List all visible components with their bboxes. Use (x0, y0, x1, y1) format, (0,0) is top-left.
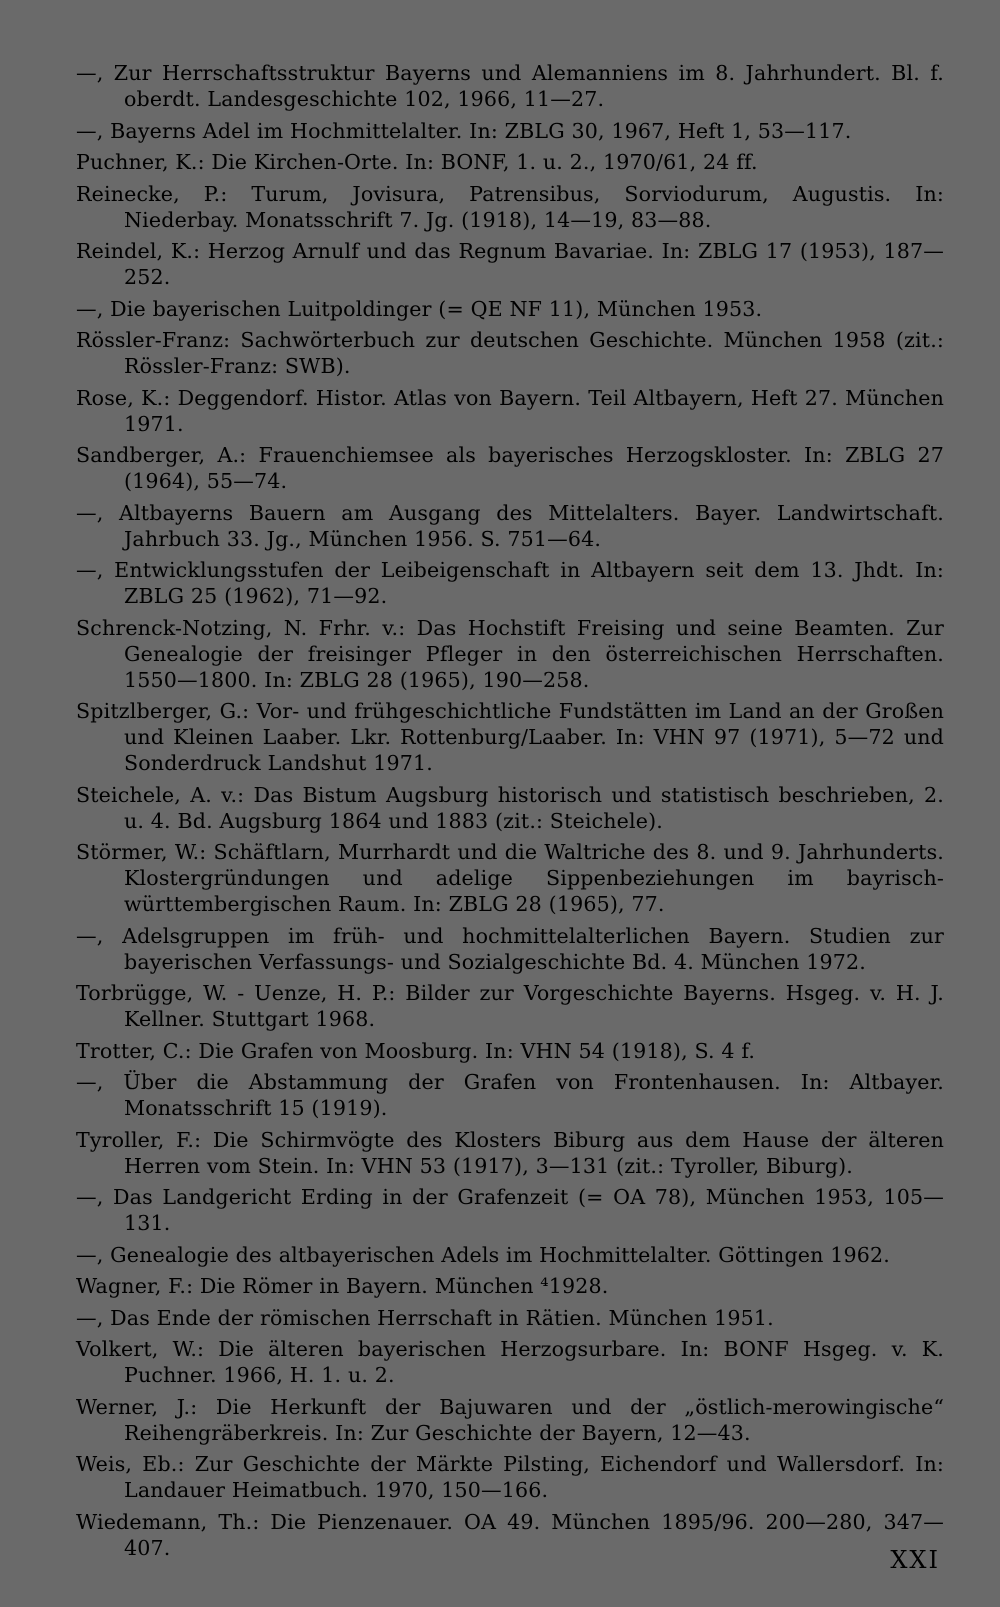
bibliography-entry: Reindel, K.: Herzog Arnulf und das Regnum Bavariae. In: ZBLG 17 (1953), 187—252. (76, 239, 944, 289)
bibliography-entry: Weis, Eb.: Zur Geschichte der Märkte Pilsting, Eichendorf und Wallersdorf. In: Landauer Heimatbuch. 1970, 150—166. (76, 1452, 944, 1502)
bibliography-entry: Rössler-Franz: Sachwörterbuch zur deutschen Geschichte. München 1958 (zit.: Rössler-Franz: SWB). (76, 328, 944, 378)
bibliography-entry: Rose, K.: Deggendorf. Histor. Atlas von Bayern. Teil Altbayern, Heft 27. München 1971. (76, 385, 944, 436)
bibliography-entry: —, Altbayerns Bauern am Ausgang des Mittelalters. Bayer. Landwirtschaft. Jahrbuch 33. Jg., München 1956. S. 751—64. (76, 500, 944, 551)
bibliography-entry: Wiedemann, Th.: Die Pienzenauer. OA 49. München 1895/96. 200—280, 347—407. (76, 1509, 944, 1560)
bibliography-entry: Reinecke, P.: Turum, Jovisura, Patrensibus, Sorviodurum, Augustis. In: Niederbay. Monatsschrift 7. Jg. (1918), 14—19, 83—88. (76, 181, 944, 232)
bibliography-entry: Torbrügge, W. - Uenze, H. P.: Bilder zur Vorgeschichte Bayerns. Hsgeg. v. H. J. Kellner. Stuttgart 1968. (76, 981, 944, 1031)
bibliography-entry: Werner, J.: Die Herkunft der Bajuwaren und der „östlich-merowingische“ Reihengräberkreis. In: Zur Geschichte der Bayern, 12—43. (76, 1394, 944, 1445)
bibliography-entry: Schrenck-Notzing, N. Frhr. v.: Das Hochstift Freising und seine Beamten. Zur Genealogie der freisinger Pfleger in den österreichischen Herrschaften. 1550—1800. In: ZBLG 28 (1965), 190—258. (76, 615, 944, 692)
bibliography-entry: Störmer, W.: Schäftlarn, Murrhardt und die Waltriche des 8. und 9. Jahrhunderts. Klostergründungen und adelige Sippenbeziehungen im bayrisch-württembergischen Raum. In: ZBLG 28 (1965), 77. (76, 840, 944, 916)
bibliography-entry: —, Das Ende der römischen Herrschaft in Rätien. München 1951. (76, 1305, 774, 1330)
bibliography-entry: Steichele, A. v.: Das Bistum Augsburg historisch und statistisch beschrieben, 2. u. 4. Bd. Augsburg 1864 und 1883 (zit.: Steichele). (76, 782, 944, 833)
bibliography-entry: Sandberger, A.: Frauenchiemsee als bayerisches Herzogskloster. In: ZBLG 27 (1964), 55—74. (76, 443, 944, 493)
bibliography-entry: Volkert, W.: Die älteren bayerischen Herzogsurbare. In: BONF Hsgeg. v. K. Puchner. 1966, H. 1. u. 2. (76, 1337, 944, 1387)
bibliography-entry: —, Die bayerischen Luitpoldinger (= QE NF 11), München 1953. (76, 296, 763, 321)
bibliography-entry: —, Bayerns Adel im Hochmittelalter. In: ZBLG 30, 1967, Heft 1, 53—117. (76, 118, 852, 143)
bibliography-entry: Wagner, F.: Die Römer in Bayern. München ⁴1928. (76, 1274, 609, 1298)
bibliography-entry: —, Entwicklungsstufen der Leibeigenschaft in Altbayern seit dem 13. Jhdt. In: ZBLG 25 (1962), 71—92. (76, 558, 944, 608)
bibliography-entry: Spitzlberger, G.: Vor- und frühgeschichtliche Fundstätten im Land an der Großen und Kleinen Laaber. Lkr. Rottenburg/Laaber. In: VHN 97 (1971), 5—72 und Sonderdruck Landshut 1971. (76, 699, 944, 775)
bibliography-entry: —, Zur Herrschaftsstruktur Bayerns und Alemanniens im 8. Jahrhundert. Bl. f. oberdt. Landesgeschichte 102, 1966, 11—27. (76, 61, 944, 111)
bibliography-entry: —, Über die Abstammung der Grafen von Frontenhausen. In: Altbayer. Monatsschrift 15 (1919). (76, 1070, 944, 1120)
page-number: XXI (890, 1546, 940, 1574)
bibliography-entry: Tyroller, F.: Die Schirmvögte des Klosters Biburg aus dem Hause der älteren Herren vom Stein. In: VHN 53 (1917), 3—131 (zit.: Tyroller, Biburg). (76, 1127, 944, 1178)
bibliography-list (76, 60, 944, 1566)
bibliography-entry: —, Adelsgruppen im früh- und hochmittelalterlichen Bayern. Studien zur bayerischen Verfassungs- und Sozialgeschichte Bd. 4. München 1972. (76, 923, 944, 974)
bibliography-entry: —, Genealogie des altbayerischen Adels im Hochmittelalter. Göttingen 1962. (76, 1242, 890, 1267)
bibliography-entry: Puchner, K.: Die Kirchen-Orte. In: BONF, 1. u. 2., 1970/61, 24 ff. (76, 150, 758, 174)
bibliography-entry: Trotter, C.: Die Grafen von Moosburg. In: VHN 54 (1918), S. 4 f. (76, 1038, 756, 1063)
bibliography-entry: —, Das Landgericht Erding in der Grafenzeit (= OA 78), München 1953, 105—131. (76, 1185, 944, 1235)
